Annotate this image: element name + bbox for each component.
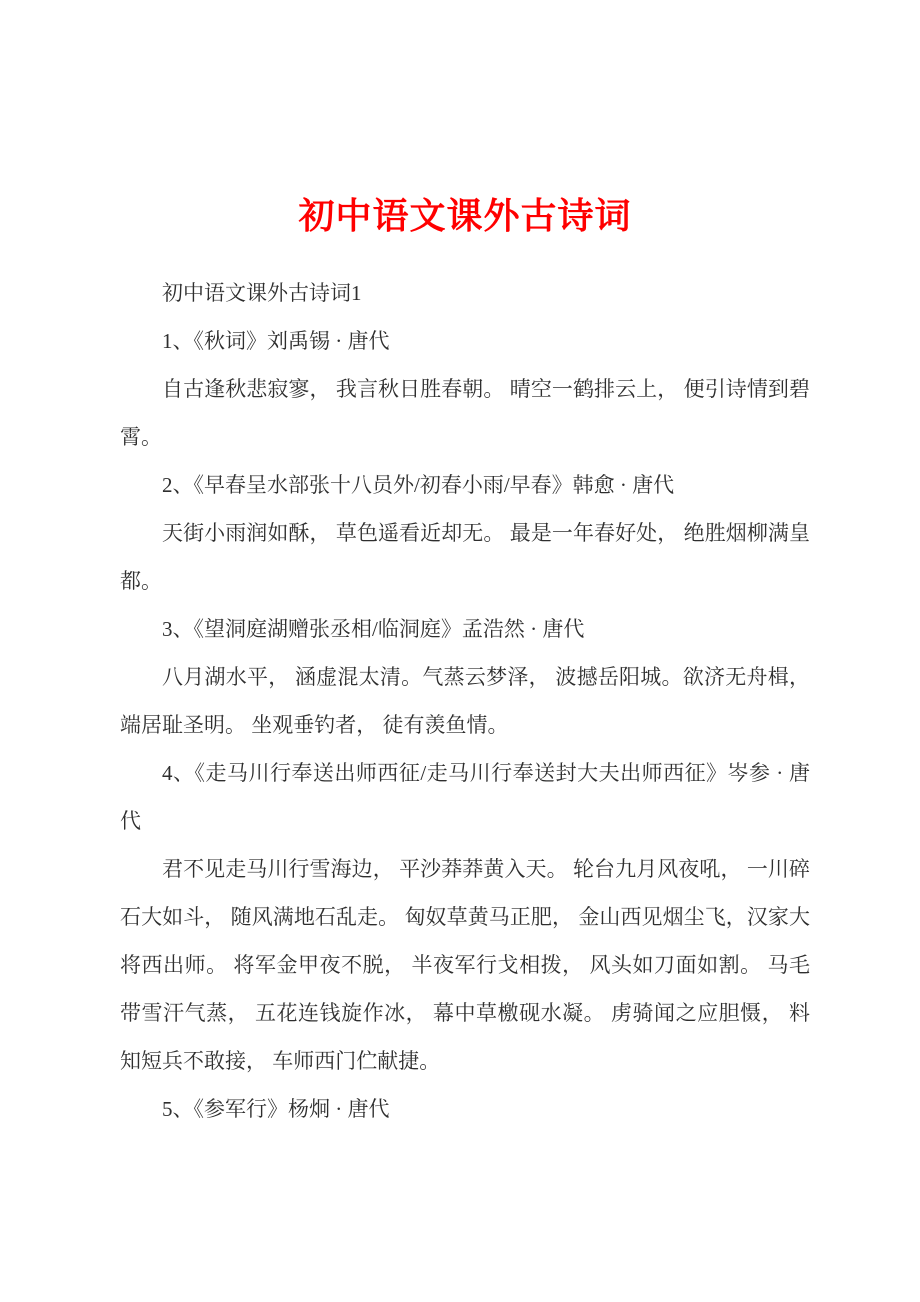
- intro-paragraph: 初中语文课外古诗词1: [162, 281, 362, 305]
- document-title: 初中语文课外古诗词: [298, 196, 632, 236]
- poem-3-heading: 3、《望洞庭湖赠张丞相/临洞庭》孟浩然 · 唐代: [162, 617, 585, 641]
- poem-5-heading: 5、《参军行》杨炯 · 唐代: [162, 1097, 390, 1121]
- poem-4-heading: 4、《走马川行奉送出师西征/走马川行奉送封大夫出师西征》岑参 · 唐代: [120, 761, 810, 833]
- poem-2-heading: 2、《早春呈水部张十八员外/初春小雨/早春》韩愈 · 唐代: [162, 473, 675, 497]
- poem-4-text: 君不见走马川行雪海边， 平沙莽莽黄入天。 轮台九月风夜吼， 一川碎石大如斗， 随风满地石乱走。 匈奴草黄马正肥， 金山西见烟尘飞，汉家大将西出师。 将军金甲夜不脱， 半夜军行戈相拨， 风头如刀面如割。 马毛带雪汗气蒸， 五花连钱旋作冰， 幕中草檄砚水凝。 虏骑闻之应胆慑， 料知短兵不敢接， 车师西门伫献捷。: [120, 857, 810, 1073]
- document-body: [120, 269, 810, 1133]
- poem-3-text: 八月湖水平， 涵虚混太清。气蒸云梦泽， 波撼岳阳城。欲济无舟楫， 端居耻圣明。 坐观垂钓者， 徒有羡鱼情。: [120, 665, 810, 737]
- poem-1-text: 自古逢秋悲寂寥， 我言秋日胜春朝。 晴空一鹤排云上， 便引诗情到碧霄。: [120, 377, 810, 449]
- poem-1-heading: 1、《秋词》刘禹锡 · 唐代: [162, 329, 390, 353]
- poem-2-text: 天街小雨润如酥， 草色遥看近却无。 最是一年春好处， 绝胜烟柳满皇都。: [120, 521, 810, 593]
